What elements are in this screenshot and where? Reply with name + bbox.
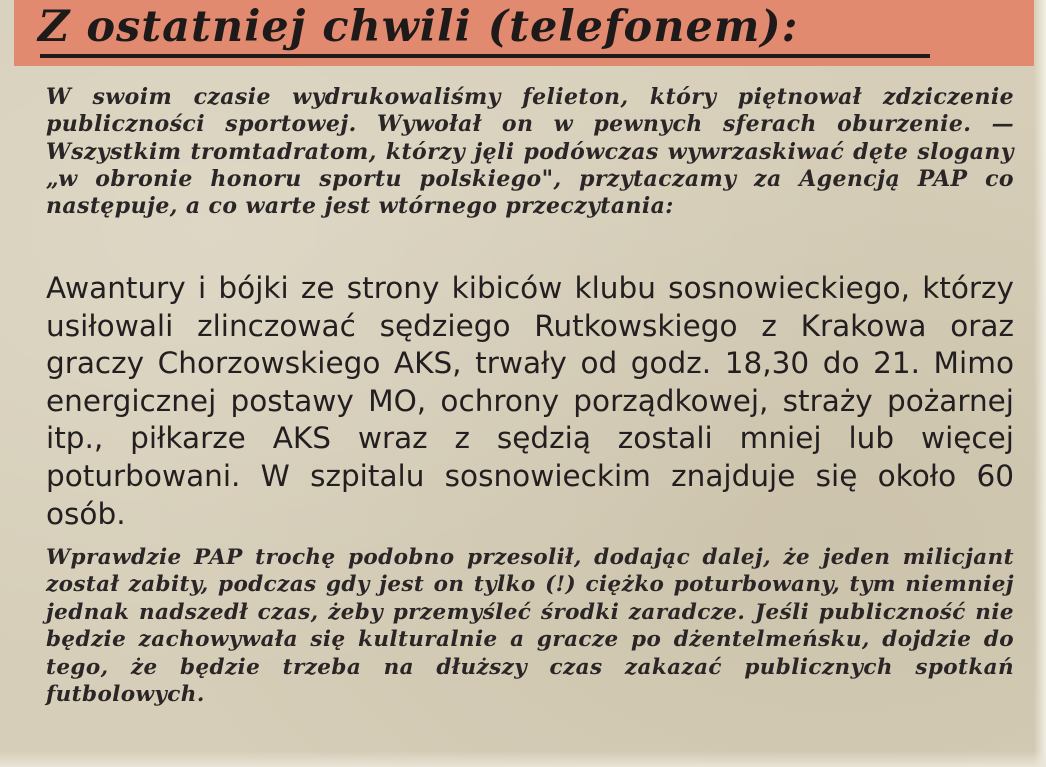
scan-edge-bottom — [0, 751, 1046, 767]
closing-paragraph: Wprawdzie PAP trochę podobno przesolił, dodając dalej, że jeden milicjant został zabity, podczas gdy jest on tylko (!) ciężko poturbowany, tym niemniej jednak nadszedł czas, żeby przemyśleć środki zaradcze. Jeśli publiczność nie będzie zachowywała się kulturalnie a gracze po dżentelmeńsku, dojdzie do tego, że będzie trzeba na dłuższy czas zakazać publicznych spotkań futbolowych. — [46, 545, 1014, 708]
intro-paragraph: W swoim czasie wydrukowaliśmy felieton, który piętnował zdziczenie publiczności sportowej. Wywołał on w pewnych sferach oburzenie. — Wszystkim tromtadratom, którzy jęli podówczas wywrzaskiwać dęte slogany „w obronie honoru sportu polskiego", przytaczamy za Agencją PAP co następuje, a co warte jest wtórnego przeczytania: — [46, 84, 1014, 220]
scan-edge-right — [1034, 0, 1046, 767]
headline: Z ostatniej chwili (telefonem): — [38, 2, 799, 52]
headline-underline — [40, 54, 930, 58]
pap-report-paragraph: Awantury i bójki ze strony kibiców klubu sosnowieckiego, którzy usiłowali zlinczować sędziego Rutkowskiego z Krakowa oraz graczy Chorzowskiego AKS, trwały od godz. 18,30 do 21. Mimo energicznej postawy MO, ochrony porządkowej, straży pożarnej itp., piłkarze AKS wraz z sędzią zostali mniej lub więcej poturbowani. W szpitalu sosnowieckim znajduje się około 60 osób. — [46, 271, 1014, 531]
